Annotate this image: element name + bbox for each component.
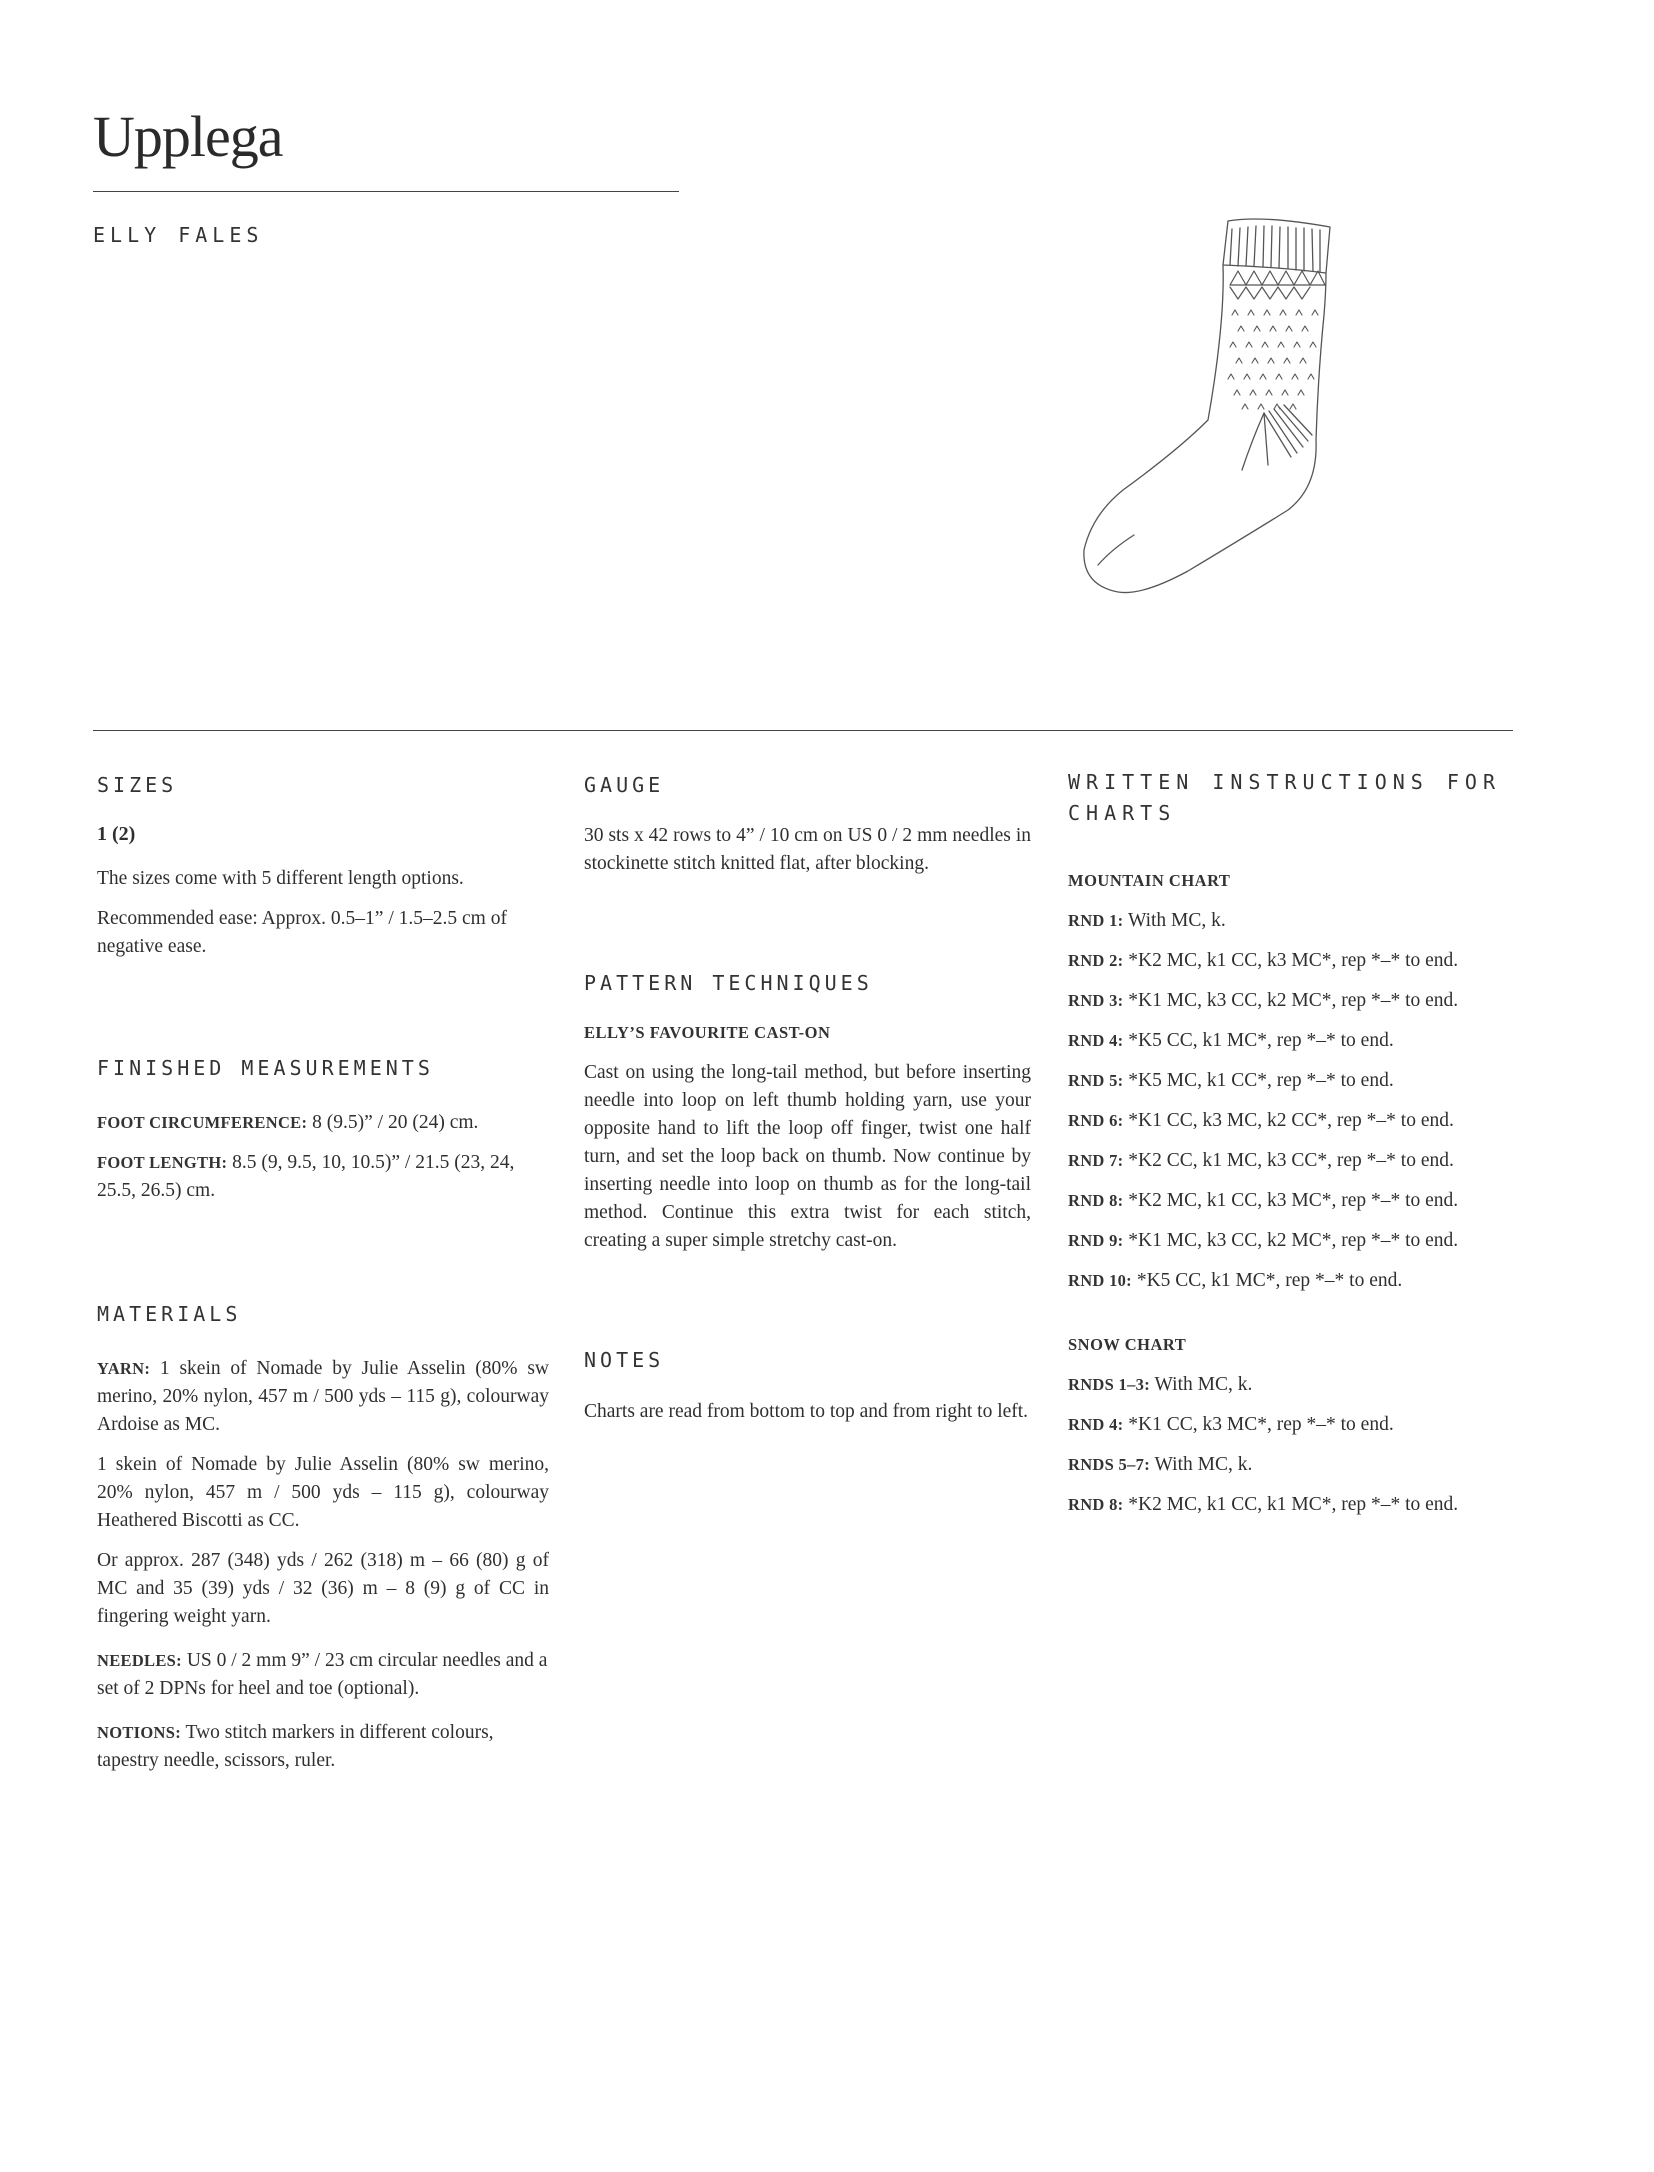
column-right	[1068, 770, 1518, 1519]
round-text: *K1 CC, k3 MC*, rep *–* to end.	[1123, 1414, 1394, 1435]
round-text: *K1 CC, k3 MC, k2 CC*, rep *–* to end.	[1123, 1110, 1454, 1131]
needles	[97, 1647, 549, 1703]
written-instructions-heading-line1: WRITTEN INSTRUCTIONS FOR	[1068, 770, 1501, 794]
sizes-note: The sizes come with 5 different length options.	[97, 868, 464, 889]
yarn-value: 1 skein of Nomade by Julie Asselin (80% sw merino, 20% nylon, 457 m / 500 yds – 115 g), colourway Ardoise as MC.	[97, 1358, 549, 1435]
written-instructions-heading	[1068, 767, 1518, 829]
mountain-round	[1068, 1027, 1518, 1055]
mountain-round	[1068, 907, 1518, 935]
mountain-round	[1068, 1067, 1518, 1095]
round-text: *K2 CC, k1 MC, k3 CC*, rep *–* to end.	[1123, 1150, 1454, 1171]
round-text: *K2 MC, k1 CC, k1 MC*, rep *–* to end.	[1123, 1494, 1459, 1515]
foot-length	[97, 1149, 549, 1205]
round-text: *K2 MC, k1 CC, k3 MC*, rep *–* to end.	[1123, 1190, 1459, 1211]
column-left	[97, 770, 549, 1775]
size-values: 1 (2)	[97, 823, 136, 845]
snow-chart-rounds	[1068, 1371, 1518, 1519]
round-label: RND 9:	[1068, 1231, 1124, 1250]
finished-measurements-heading: FINISHED MEASUREMENTS	[97, 1056, 434, 1080]
notions-value: Two stitch markers in different colours, tapestry needle, scissors, ruler.	[97, 1722, 494, 1771]
round-label: RND 8:	[1068, 1495, 1124, 1514]
snow-round	[1068, 1371, 1518, 1399]
notes-text: Charts are read from bottom to top and from right to left.	[584, 1401, 1029, 1422]
cast-on-subheading: ELLY’S FAVOURITE CAST-ON	[584, 1023, 831, 1042]
title-divider	[93, 191, 679, 192]
round-label: RND 3:	[1068, 991, 1124, 1010]
notes-heading: NOTES	[584, 1348, 665, 1372]
round-label: RNDS 5–7:	[1068, 1455, 1150, 1474]
snow-round	[1068, 1411, 1518, 1439]
foot-length-label: FOOT LENGTH:	[97, 1153, 228, 1172]
round-text: *K5 CC, k1 MC*, rep *–* to end.	[1123, 1030, 1394, 1051]
cast-on-text: Cast on using the long-tail method, but before inserting needle into loop on left thumb holding yarn, use your opposite hand to lift the loop off finger, twist one half turn, and set the loop back on thumb. Now continue by inserting needle into loop on thumb as for the long-tail method. Continue this extra twist for each stitch, creating a super simple stretchy cast-on.	[584, 1062, 1031, 1251]
mountain-chart-rounds	[1068, 907, 1518, 1295]
needles-label: NEEDLES:	[97, 1651, 182, 1670]
mountain-round	[1068, 1267, 1518, 1295]
snow-round	[1068, 1451, 1518, 1479]
snow-chart-heading: SNOW CHART	[1068, 1335, 1187, 1354]
round-label: RND 10:	[1068, 1271, 1132, 1290]
materials-heading: MATERIALS	[97, 1302, 242, 1326]
sock-icon	[1078, 215, 1348, 605]
round-label: RND 1:	[1068, 911, 1124, 930]
mountain-round	[1068, 947, 1518, 975]
mountain-chart-heading: MOUNTAIN CHART	[1068, 871, 1231, 890]
author-name: ELLY FALES	[93, 223, 264, 247]
round-text: *K5 MC, k1 CC*, rep *–* to end.	[1123, 1070, 1394, 1091]
round-label: RND 8:	[1068, 1191, 1124, 1210]
foot-length-value: 8.5 (9, 9.5, 10, 10.5)” / 21.5 (23, 24, 25.5, 26.5) cm.	[97, 1152, 515, 1201]
round-text: *K1 MC, k3 CC, k2 MC*, rep *–* to end.	[1123, 990, 1459, 1011]
written-instructions-heading-line2: CHARTS	[1068, 801, 1177, 825]
mountain-round	[1068, 1187, 1518, 1215]
round-label: RND 6:	[1068, 1111, 1124, 1130]
yarn-label: YARN:	[97, 1359, 151, 1378]
round-text: *K1 MC, k3 CC, k2 MC*, rep *–* to end.	[1123, 1230, 1459, 1251]
yarn-cc: 1 skein of Nomade by Julie Asselin (80% sw merino, 20% nylon, 457 m / 500 yds – 115 g), colourway Heathered Biscotti as CC.	[97, 1454, 549, 1531]
mountain-round	[1068, 1227, 1518, 1255]
yarn-mc	[97, 1355, 549, 1439]
snow-round	[1068, 1491, 1518, 1519]
needles-value: US 0 / 2 mm 9” / 23 cm circular needles and a set of 2 DPNs for heel and toe (optional).	[97, 1650, 548, 1699]
round-label: RNDS 1–3:	[1068, 1375, 1150, 1394]
round-label: RND 2:	[1068, 951, 1124, 970]
section-divider	[93, 730, 1513, 731]
column-middle	[584, 770, 1031, 1426]
notions	[97, 1719, 549, 1775]
round-label: RND 7:	[1068, 1151, 1124, 1170]
round-text: *K5 CC, k1 MC*, rep *–* to end.	[1131, 1270, 1403, 1291]
gauge-heading: GAUGE	[584, 773, 665, 797]
round-text: With MC, k.	[1150, 1374, 1253, 1395]
mountain-round	[1068, 1147, 1518, 1175]
mountain-round	[1068, 1107, 1518, 1135]
pattern-techniques-heading: PATTERN TECHNIQUES	[584, 971, 873, 995]
round-text: *K2 MC, k1 CC, k3 MC*, rep *–* to end.	[1123, 950, 1459, 971]
notions-label: NOTIONS:	[97, 1723, 181, 1742]
round-text: With MC, k.	[1150, 1454, 1253, 1475]
round-label: RND 4:	[1068, 1031, 1124, 1050]
foot-circumference-label: FOOT CIRCUMFERENCE:	[97, 1113, 308, 1132]
yarn-approx: Or approx. 287 (348) yds / 262 (318) m – 66 (80) g of MC and 35 (39) yds / 32 (36) m – 8 (9) g of CC in fingering weight yarn.	[97, 1550, 549, 1627]
pattern-title: Upplega	[93, 104, 283, 169]
sizes-heading: SIZES	[97, 773, 178, 797]
foot-circumference	[97, 1109, 549, 1137]
mountain-round	[1068, 987, 1518, 1015]
round-text: With MC, k.	[1123, 910, 1226, 931]
round-label: RND 4:	[1068, 1415, 1124, 1434]
ease-note: Recommended ease: Approx. 0.5–1” / 1.5–2.5 cm of negative ease.	[97, 908, 507, 957]
foot-circumference-value: 8 (9.5)” / 20 (24) cm.	[307, 1112, 479, 1133]
gauge-text: 30 sts x 42 rows to 4” / 10 cm on US 0 / 2 mm needles in stockinette stitch knitted flat, after blocking.	[584, 825, 1031, 874]
round-label: RND 5:	[1068, 1071, 1124, 1090]
